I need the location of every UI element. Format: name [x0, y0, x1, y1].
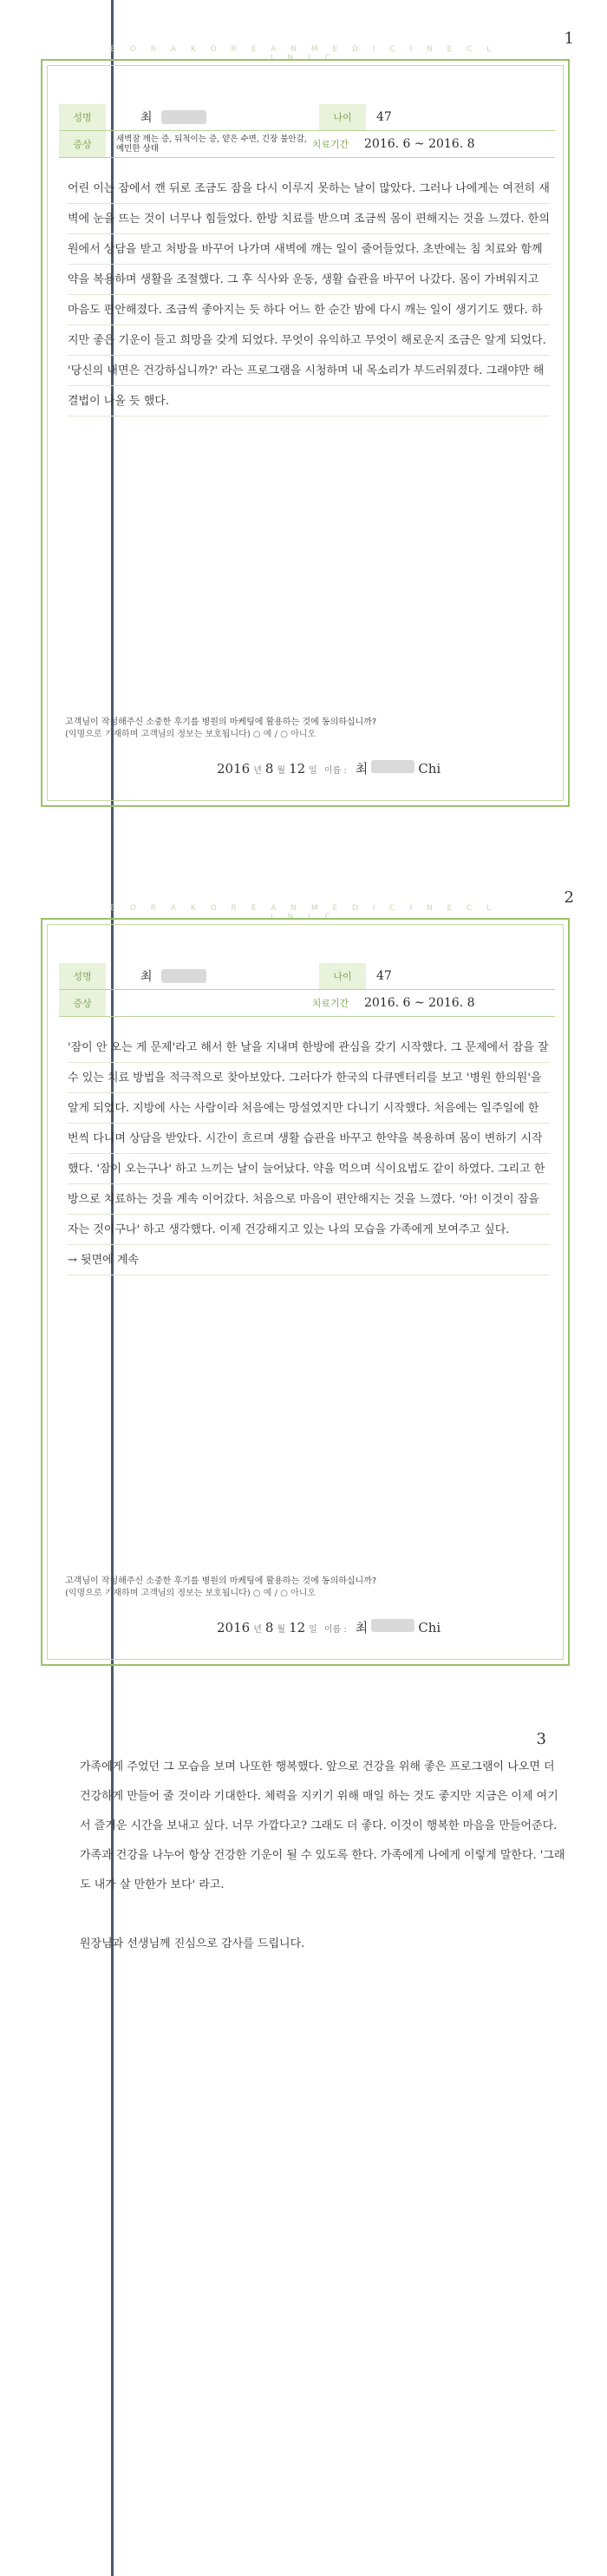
symptom-value: 새벽잠 깨는 증, 뒤척이는 증, 얕은 수면, 긴장 불안감, 예민한 상태	[116, 134, 307, 154]
name-text: 최	[140, 111, 153, 125]
consent-question: 고객님이 작성해주신 소중한 후기를 병원의 마케팅에 활용하는 것에 동의하십니까?	[65, 1576, 377, 1586]
sign-day: 12	[289, 761, 306, 777]
signature-line	[217, 1618, 555, 1636]
patient-info-table	[59, 963, 555, 1017]
clinic-brandline: B O R A K O R E A N M E D I C I N E C L I N I C	[109, 45, 498, 62]
day-unit: 일	[309, 1625, 317, 1635]
month-unit: 월	[277, 766, 286, 776]
patient-info-table	[59, 104, 555, 158]
period-label: 치료기간	[311, 998, 349, 1009]
sign-month: 8	[264, 761, 274, 777]
info-row-name	[59, 104, 555, 131]
page-number: 2	[564, 888, 574, 907]
symptom-label: 증상	[59, 990, 106, 1016]
name-label: 성명	[59, 963, 106, 989]
period-value: 2016. 6 ~ 2016. 8	[364, 996, 475, 1010]
symptom-value	[106, 990, 307, 1016]
consent-question: 고객님이 작성해주신 소중한 후기를 병원의 마케팅에 활용하는 것에 동의하십니까?	[65, 718, 377, 727]
page-frame	[41, 59, 570, 807]
consent-note-text: (익명으로 기재하며 고객님의 정보는 보호됩니다)	[65, 1589, 251, 1598]
review-page-1	[0, 0, 607, 833]
name-label: 성명	[59, 104, 106, 130]
name-label-sign: 이름 :	[323, 766, 347, 776]
consent-options[interactable]: ○ 예 / ○ 아니오	[252, 730, 317, 739]
period-value: 2016. 6 ~ 2016. 8	[364, 137, 475, 151]
redacted-name-block	[161, 110, 206, 124]
signer-name: 최	[355, 761, 369, 777]
day-unit: 일	[309, 766, 317, 776]
age-value: 47	[376, 969, 392, 983]
name-value	[106, 104, 319, 130]
sign-year: 2016	[217, 761, 251, 777]
consent-note	[65, 729, 551, 741]
name-value	[106, 963, 319, 989]
age-label: 나이	[319, 104, 366, 130]
name-label-sign: 이름 :	[323, 1625, 347, 1635]
redacted-signer	[371, 760, 414, 773]
sign-day: 12	[289, 1620, 306, 1635]
consent-note-text: (익명으로 기재하며 고객님의 정보는 보호됩니다)	[65, 730, 251, 739]
name-text: 최	[140, 970, 153, 984]
consent-note	[65, 1588, 551, 1600]
review-body: 가족에게 주었던 그 모습을 보며 나또한 행복했다. 앞으로 건강을 위해 좋은 프로그램이 나오면 더 건강하게 만들어 줄 것이라 기대한다. 체력을 지키기 위해 매일 하는 것도 좋지만 지금은 이제 여기서 즐거운 시간을 보내고 싶다. 너무 가깝다고? 그래도 더 좋다. 이것이 행복한 마음을 만들어준다. 가족과 건강을 나누어 항상 건강한 기운이 될 수 있도록 한다. 가족에게 나에게 이렇게 말한다. '그래도 내가 살 만한가 보다' 라고. 원장님과 선생님께 진심으로 감사를 드립니다.	[80, 1760, 565, 1950]
page-number: 1	[564, 29, 574, 48]
consent-block	[65, 717, 551, 741]
redacted-name-block	[161, 969, 206, 983]
page-number: 3	[536, 1730, 546, 1748]
signer-name: 최	[355, 1620, 369, 1635]
page-frame	[41, 918, 570, 1666]
signature-mark: Chi	[418, 761, 441, 777]
review-page-3	[0, 1727, 607, 2560]
review-body: 어린 이는 잠에서 깬 뒤로 조금도 잠을 다시 이루지 못하는 날이 많았다. 그러나 나에게는 여전히 새벽에 눈을 뜨는 것이 너무나 힘들었다. 한방 치료를 받으며 조금씩 몸이 편해지는 것을 느꼈다. 한의원에서 상담을 받고 처방을 바꾸어 나가며 새벽에 깨는 일이 줄어들었다. 초반에는 침 치료와 함께 약을 복용하며 생활을 조절했다. 그 후 식사와 운동, 생활 습관을 바꾸어 나갔다. 몸이 가벼워지고 마음도 편안해졌다. 조금씩 좋아지는 듯 하다 어느 한 순간 밤에 다시 깨는 일이 생기기도 했다. 하지만 좋은 기운이 들고 희망을 갖게 되었다. 무엇이 유익하고 무엇이 해로운지 조금은 알게 되었다. '당신의 내면은 건강하십니까?' 라는 프로그램을 시청하며 내 목소리가 부드러워졌다. 그래야만 해결법이 나올 듯 했다.	[68, 174, 550, 416]
age-value: 47	[376, 110, 392, 124]
info-row-symptom	[59, 131, 555, 158]
sign-month: 8	[264, 1620, 274, 1635]
symptom-label: 증상	[59, 131, 106, 157]
clinic-brandline: B O R A K O R E A N M E D I C I N E C L I N I C	[109, 904, 498, 921]
consent-block	[65, 1576, 551, 1600]
review-page-2	[0, 859, 607, 1692]
redacted-signer	[371, 1619, 414, 1632]
signature-mark: Chi	[418, 1620, 441, 1635]
consent-options[interactable]: ○ 예 / ○ 아니오	[252, 1589, 317, 1598]
age-label: 나이	[319, 963, 366, 989]
month-unit: 월	[277, 1625, 286, 1635]
signature-line	[217, 759, 555, 777]
info-row-name	[59, 963, 555, 990]
review-body: '잠이 안 오는 게 문제'라고 해서 한 날을 지내며 한방에 관심을 갖기 시작했다. 그 문제에서 잠을 잘 수 있는 치료 방법을 적극적으로 찾아보았다. 그러다가 한국의 다큐멘터리를 보고 '병원 한의원'을 알게 되었다. 지방에 사는 사람이라 처음에는 망설였지만 다니기 시작했다. 처음에는 일주일에 한 번씩 다니며 상담을 받았다. 시간이 흐르며 생활 습관을 바꾸고 한약을 복용하며 몸이 변하기 시작했다. '잠이 오는구나' 하고 느끼는 날이 늘어났다. 약을 먹으며 식이요법도 같이 하였다. 그리고 한방으로 치료하는 것을 계속 이어갔다. 처음으로 마음이 편안해지는 것을 느꼈다. '아! 이것이 잠을 자는 것이구나' 하고 생각했다. 이제 건강해지고 있는 나의 모습을 가족에게 보여주고 싶다. → 뒷면에 계속	[68, 1032, 550, 1275]
period-label: 치료기간	[311, 139, 349, 150]
sign-year: 2016	[217, 1620, 251, 1635]
info-row-symptom	[59, 990, 555, 1017]
year-unit: 년	[253, 766, 262, 776]
year-unit: 년	[253, 1625, 262, 1635]
